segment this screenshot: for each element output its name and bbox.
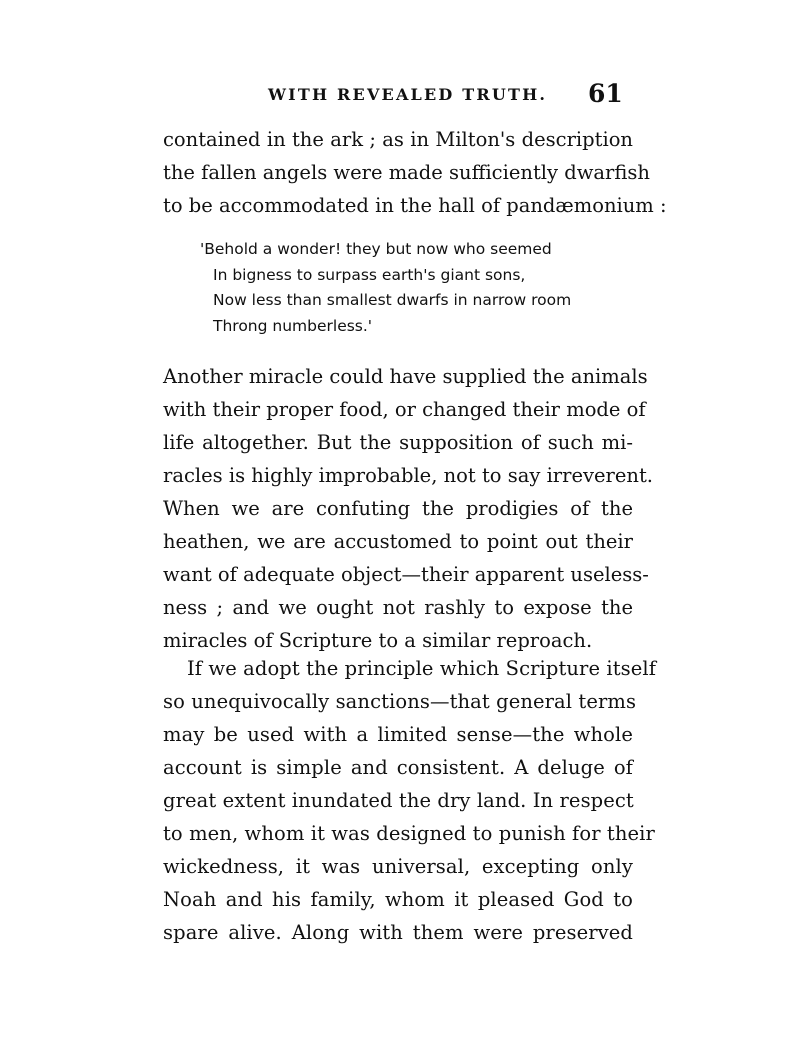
text-line: ness ; and we ought not rashly to expose the <box>163 596 633 619</box>
text-line: with their proper food, or changed their mode of <box>163 398 646 421</box>
verse-line: 'Behold a wonder! they but now who seemed <box>200 240 552 258</box>
running-header: WITH REVEALED TRUTH. <box>268 85 548 104</box>
text-line: Noah and his family, whom it pleased God to <box>163 888 633 911</box>
text-line: racles is highly improbable, not to say irreverent. <box>163 464 654 487</box>
paragraph-1 <box>163 123 667 222</box>
text-line: heathen, we are accustomed to point out their <box>163 530 633 553</box>
text-line: great extent inundated the dry land. In respect <box>163 789 634 812</box>
text-line: to be accommodated in the hall of pandæmonium : <box>163 194 667 217</box>
text-line: Another miracle could have supplied the animals <box>163 365 648 388</box>
verse-line: In bigness to surpass earth's giant sons, <box>213 265 526 284</box>
verse-quotation <box>200 237 571 339</box>
page-number: 61 <box>588 79 623 108</box>
text-line: may be used with a limited sense—the whole <box>163 723 633 746</box>
verse-line: Throng numberless.' <box>213 316 373 335</box>
text-line: contained in the ark ; as in Milton's description <box>163 128 633 151</box>
paragraph-2 <box>163 360 654 657</box>
text-line: If we adopt the principle which Scripture itself <box>187 657 657 680</box>
text-line: wickedness, it was universal, excepting only <box>163 855 633 878</box>
text-line: account is simple and consistent. A deluge of <box>163 756 633 779</box>
text-line: life altogether. But the supposition of such mi- <box>163 431 633 454</box>
text-line: to men, whom it was designed to punish for their <box>163 822 655 845</box>
paragraph-3 <box>163 652 657 949</box>
text-line: the fallen angels were made sufficiently dwarfish <box>163 161 650 184</box>
verse-line: Now less than smallest dwarfs in narrow room <box>213 291 572 309</box>
text-line: miracles of Scripture to a similar reproach. <box>163 629 593 652</box>
text-line: want of adequate object—their apparent useless- <box>163 563 649 586</box>
text-line: so unequivocally sanctions—that general terms <box>163 690 637 713</box>
text-line: spare alive. Along with them were preserved <box>163 921 633 944</box>
text-line: When we are confuting the prodigies of the <box>163 497 633 520</box>
